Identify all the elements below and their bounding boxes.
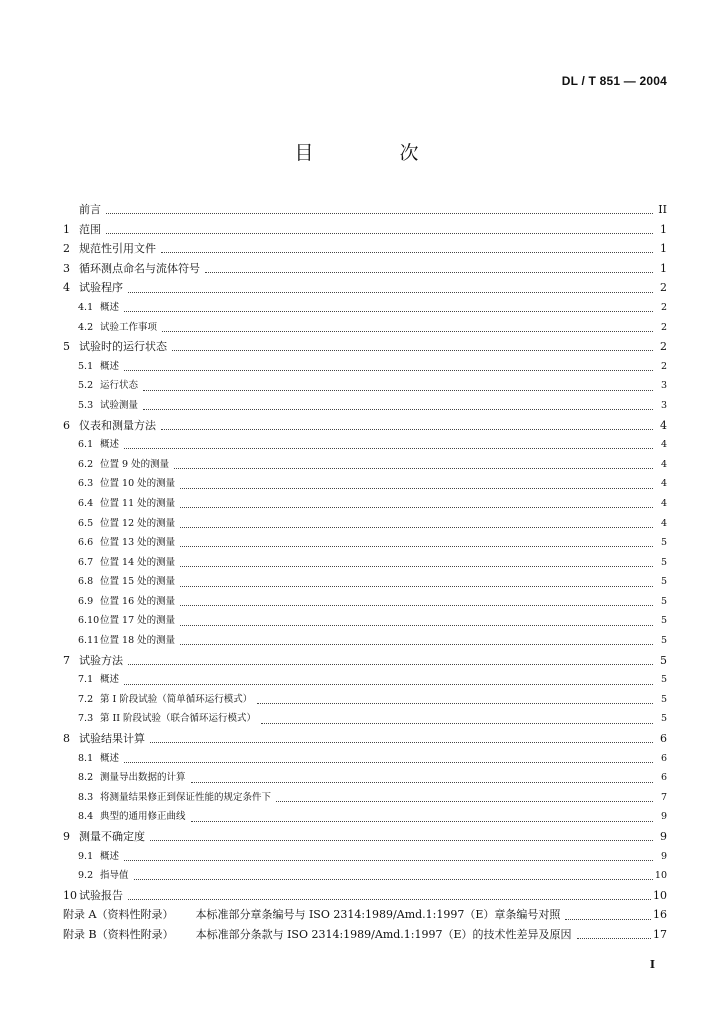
dot-leader: [180, 560, 653, 567]
toc-entry-title: 位置 14 处的测量: [100, 556, 176, 568]
toc-entry-page: 10: [653, 888, 667, 902]
dot-leader: [191, 815, 653, 822]
toc-entry-page: 2: [660, 321, 667, 333]
dot-leader: [124, 364, 653, 371]
toc-entry-number: 8.2: [78, 772, 94, 784]
toc-entry-page: 5: [660, 693, 667, 705]
toc-entry[interactable]: [63, 358, 667, 378]
toc-entry-page: 5: [660, 713, 667, 725]
dot-leader: [174, 462, 653, 469]
toc-entry[interactable]: [63, 397, 667, 417]
toc-entry-number: 8.3: [78, 791, 94, 803]
toc-entry-number: 6.6: [78, 537, 94, 549]
toc-entry[interactable]: [63, 279, 667, 299]
toc-entry-number: 8.1: [78, 752, 94, 764]
toc-entry-page: 2: [660, 281, 667, 295]
dot-leader: [143, 384, 653, 391]
toc-entry-title: 试验方法: [79, 653, 123, 667]
toc-entry-number: 5.3: [78, 399, 94, 411]
toc-entry-page: 1: [660, 261, 667, 275]
toc-entry-title: 典型的通用修正曲线: [100, 811, 186, 823]
toc-entry-title: 概述: [100, 850, 120, 862]
toc-entry-title: 位置 13 处的测量: [100, 537, 176, 549]
dot-leader: [124, 678, 653, 685]
toc-entry-title: 测量不确定度: [79, 830, 145, 843]
toc-entry-number: 6.11: [78, 635, 100, 647]
toc-entry-title: 范围: [79, 222, 101, 236]
toc-entry-number: 6.2: [78, 458, 94, 470]
toc-entry[interactable]: [63, 808, 667, 828]
toc-entry-page: 1: [660, 242, 667, 256]
toc-entry-number: 5: [63, 340, 70, 354]
toc-entry-page: II: [658, 203, 667, 216]
toc-entry[interactable]: [63, 691, 667, 711]
toc-entry-number: 2: [63, 242, 70, 256]
dot-leader: [180, 599, 653, 606]
toc-entry-number: 3: [63, 261, 70, 275]
toc-entry-page: 1: [660, 222, 667, 236]
toc-entry-page: 5: [660, 595, 667, 607]
toc-entry-number: 6.8: [78, 576, 94, 588]
toc-entry-number: 6.5: [78, 517, 94, 529]
toc-entry[interactable]: [63, 436, 667, 456]
toc-entry-page: 5: [660, 537, 667, 549]
toc-entry-title: 规范性引用文件: [79, 242, 156, 256]
toc-entry-page: 6: [660, 752, 667, 764]
toc-entry-title: 测量导出数据的计算: [100, 772, 186, 784]
dot-leader: [124, 756, 653, 763]
dot-leader: [124, 442, 653, 449]
dot-leader: [577, 932, 651, 939]
toc-entry-title: 位置 11 处的测量: [100, 497, 176, 509]
toc-entry-page: 4: [660, 439, 667, 451]
toc-entry-title: 前言: [79, 203, 101, 216]
toc-entry-title: 位置 16 处的测量: [100, 595, 176, 607]
toc-entry-number: 10: [63, 888, 77, 902]
toc-entry-page: 4: [660, 478, 667, 490]
toc-entry[interactable]: [63, 515, 667, 535]
toc-entry-page: 5: [660, 556, 667, 568]
toc-entry-title: 本标准部分条款与 ISO 2314:1989/Amd.1:1997（E）的技术性差异及原因: [195, 927, 572, 941]
dot-leader: [257, 697, 653, 704]
toc-entry[interactable]: [63, 299, 667, 319]
dot-leader: [180, 638, 653, 645]
dot-leader: [128, 658, 653, 665]
toc-entry-number: 9.1: [78, 850, 94, 862]
dot-leader: [172, 344, 653, 351]
toc-entry-page: 4: [660, 418, 667, 432]
toc-entry-number: 5.2: [78, 380, 94, 392]
toc-entry-number: 4.2: [78, 321, 94, 333]
toc-entry-title: 位置 9 处的测量: [100, 458, 170, 470]
toc-entry[interactable]: [63, 240, 667, 260]
toc-entry-title: 概述: [100, 439, 120, 451]
toc-entry[interactable]: [63, 652, 667, 672]
toc-entry-title: 指导值: [100, 870, 129, 882]
page-title: 目 次: [294, 142, 459, 164]
dot-leader: [276, 795, 653, 802]
dot-leader: [205, 266, 653, 273]
toc-entry[interactable]: [63, 926, 667, 946]
toc-entry-number: 7.2: [78, 693, 94, 705]
toc-entry-page: 2: [660, 360, 667, 372]
toc-entry[interactable]: [63, 417, 667, 437]
dot-leader: [124, 305, 653, 312]
toc-entry-number: 6.9: [78, 595, 94, 607]
toc-entry[interactable]: [63, 612, 667, 632]
toc-entry-title: 循环测点命名与流体符号: [79, 261, 200, 275]
toc-entry-number: 6.1: [78, 439, 94, 451]
toc-entry[interactable]: [63, 632, 667, 652]
toc-entry-number: 8.4: [78, 811, 94, 823]
toc-entry-page: 3: [660, 380, 667, 392]
dot-leader: [180, 540, 653, 547]
toc-entry-title: 试验报告: [79, 888, 123, 902]
toc-entry-page: 6: [660, 732, 667, 746]
dot-leader: [124, 854, 653, 861]
toc-entry-page: 9: [660, 850, 667, 862]
toc-entry-number: 6.3: [78, 478, 94, 490]
toc-entry-title: 试验结果计算: [79, 732, 145, 746]
toc-entry[interactable]: [63, 495, 667, 515]
toc-entry[interactable]: [63, 319, 667, 339]
toc-entry-page: 4: [660, 517, 667, 529]
toc-entry[interactable]: [63, 730, 667, 750]
toc-entry-number: 6: [63, 418, 70, 432]
toc-entry-title: 概述: [100, 752, 120, 764]
toc-entry-number: 9.2: [78, 870, 94, 882]
toc-entry-page: 2: [660, 301, 667, 313]
dot-leader: [106, 207, 653, 214]
toc-entry[interactable]: [63, 769, 667, 789]
toc-entry-page: 9: [660, 811, 667, 823]
dot-leader: [128, 286, 653, 293]
toc-entry-page: 4: [660, 458, 667, 470]
toc-entry-number: 4: [63, 281, 70, 295]
dot-leader: [180, 482, 653, 489]
toc-entry-number: 5.1: [78, 360, 94, 372]
toc-entry-number: 6.7: [78, 556, 94, 568]
toc-entry[interactable]: [63, 887, 667, 907]
toc-entry-title: 仪表和测量方法: [79, 418, 156, 432]
standard-code: DL / T 851 — 2004: [561, 74, 667, 88]
toc-entry-title: 第 II 阶段试验（联合循环运行模式）: [100, 713, 257, 725]
toc-entry-number: 6.4: [78, 497, 94, 509]
toc-entry-page: 6: [660, 772, 667, 784]
toc-entry-title: 运行状态: [100, 380, 139, 392]
toc-entry[interactable]: [63, 554, 667, 574]
dot-leader: [150, 736, 653, 743]
toc-entry-page: 5: [660, 674, 667, 686]
dot-leader: [180, 619, 653, 626]
toc-entry-page: 7: [660, 791, 667, 803]
dot-leader: [161, 423, 653, 430]
toc-entry-title: 位置 12 处的测量: [100, 517, 176, 529]
toc-entry-number: 7: [63, 653, 70, 667]
toc-entry[interactable]: [63, 789, 667, 809]
toc-entry[interactable]: [63, 848, 667, 868]
toc-entry-page: 3: [660, 399, 667, 411]
toc-entry[interactable]: [63, 671, 667, 691]
toc-entry-number: 1: [63, 222, 70, 236]
toc-entry-page: 10: [654, 870, 667, 882]
toc-entry-page: 2: [660, 340, 667, 354]
toc-entry-title: 试验程序: [79, 281, 123, 295]
toc-entry[interactable]: [63, 828, 667, 848]
toc-entry-page: 5: [660, 653, 667, 667]
toc-entry-title: 位置 17 处的测量: [100, 615, 176, 627]
toc-entry[interactable]: [63, 221, 667, 241]
dot-leader: [150, 834, 653, 841]
toc-entry-page: 4: [660, 497, 667, 509]
toc-entry[interactable]: [63, 573, 667, 593]
dot-leader: [143, 403, 653, 410]
dot-leader: [191, 776, 653, 783]
dot-leader: [180, 501, 653, 508]
toc-entry-number: 4.1: [78, 301, 94, 313]
toc-entry-page: 16: [653, 908, 667, 922]
toc-entry-page: 5: [660, 635, 667, 647]
toc-entry[interactable]: [63, 377, 667, 397]
toc-entry-title: 位置 18 处的测量: [100, 635, 176, 647]
toc-entry[interactable]: [63, 456, 667, 476]
toc-entry-number: 附录 B（资料性附录）: [63, 927, 174, 941]
table-of-contents: [63, 201, 667, 946]
toc-entry[interactable]: [63, 338, 667, 358]
toc-entry[interactable]: [63, 906, 667, 926]
toc-entry-page: 9: [660, 830, 667, 843]
dot-leader: [162, 325, 653, 332]
toc-entry-page: 5: [660, 615, 667, 627]
toc-entry-number: 附录 A（资料性附录）: [63, 908, 174, 922]
dot-leader: [180, 580, 653, 587]
dot-leader: [134, 873, 653, 880]
dot-leader: [128, 893, 651, 900]
toc-entry[interactable]: [63, 710, 667, 730]
toc-entry[interactable]: [63, 867, 667, 887]
toc-entry-page: 17: [653, 927, 667, 941]
dot-leader: [261, 717, 653, 724]
toc-entry-page: 5: [660, 576, 667, 588]
toc-entry-title: 试验工作事项: [100, 321, 158, 333]
toc-entry[interactable]: [63, 201, 667, 221]
dot-leader: [106, 227, 653, 234]
dot-leader: [180, 521, 653, 528]
dot-leader: [565, 913, 651, 920]
toc-entry-title: 概述: [100, 360, 120, 372]
toc-entry[interactable]: [63, 750, 667, 770]
toc-entry[interactable]: [63, 593, 667, 613]
toc-entry-number: 6.10: [78, 615, 100, 627]
toc-entry[interactable]: [63, 260, 667, 280]
toc-entry[interactable]: [63, 475, 667, 495]
dot-leader: [161, 246, 653, 253]
toc-entry-title: 概述: [100, 301, 120, 313]
toc-entry-number: 8: [63, 732, 70, 746]
toc-entry-number: 9: [63, 830, 70, 843]
toc-entry-title: 概述: [100, 674, 120, 686]
toc-entry-title: 将测量结果修正到保证性能的规定条件下: [100, 791, 272, 803]
toc-entry-number: 7.1: [78, 674, 94, 686]
toc-entry-title: 本标准部分章条编号与 ISO 2314:1989/Amd.1:1997（E）章条编号对照: [195, 908, 561, 922]
toc-entry-title: 试验测量: [100, 399, 139, 411]
page-number: I: [649, 958, 655, 971]
toc-entry[interactable]: [63, 534, 667, 554]
toc-entry-title: 位置 10 处的测量: [100, 478, 176, 490]
toc-entry-title: 第 I 阶段试验（简单循环运行模式）: [100, 693, 253, 705]
toc-entry-number: 7.3: [78, 713, 94, 725]
toc-entry-title: 位置 15 处的测量: [100, 576, 176, 588]
toc-entry-title: 试验时的运行状态: [79, 340, 167, 354]
